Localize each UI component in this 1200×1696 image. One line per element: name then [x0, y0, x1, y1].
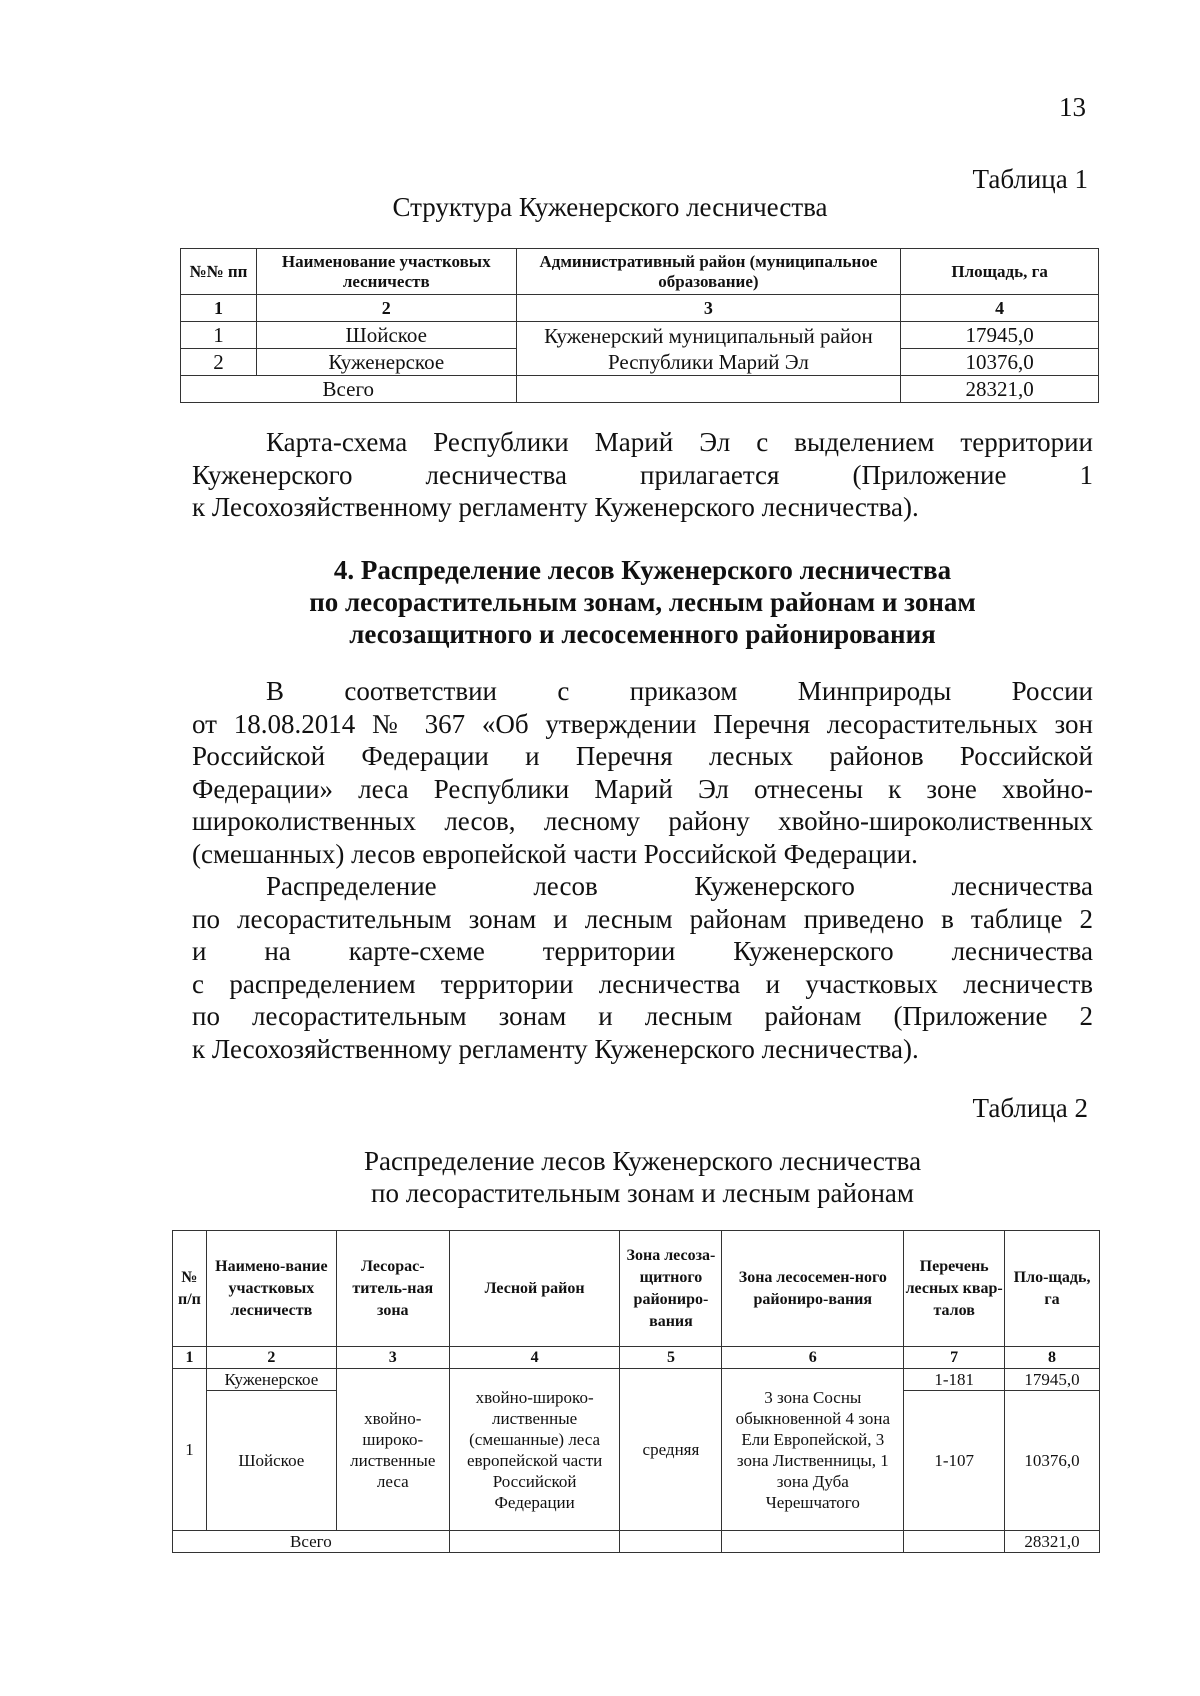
paragraph-line: Федерации» леса Республики Марий Эл отнесены к зоне хвойно- — [192, 773, 1093, 804]
paragraph-regulation — [192, 675, 1093, 870]
forestry-name: Шойское — [256, 322, 516, 349]
paragraph-line: по лесорастительным зонам и лесным районам приведено в таблице 2 — [192, 903, 1093, 934]
total-label: Всего — [173, 1531, 450, 1553]
table-2 — [172, 1230, 1100, 1553]
heading-line: по лесорастительным зонам, лесным районам и зонам — [309, 587, 976, 617]
protection-zone-cell: средняя — [620, 1369, 722, 1531]
map-paragraph — [192, 426, 1093, 524]
paragraph-line: Карта-схема Республики Марий Эл с выделением территории — [266, 427, 1093, 457]
empty-cell — [516, 376, 901, 403]
column-number-row — [173, 1347, 1100, 1369]
column-number: 6 — [722, 1347, 904, 1369]
column-number: 5 — [620, 1347, 722, 1369]
table-1-caption: Структура Куженерского лесничества — [392, 192, 828, 222]
empty-cell — [722, 1531, 904, 1553]
heading-line: лесозащитного и лесосеменного районирования — [349, 619, 936, 649]
area-cell: 10376,0 — [901, 349, 1099, 376]
table-2-caption — [192, 1145, 1093, 1209]
table-row — [173, 1369, 1100, 1391]
quarters-cell: 1-181 — [904, 1369, 1005, 1391]
table-1 — [180, 248, 1099, 403]
forestry-name: Куженерское — [206, 1369, 336, 1391]
column-number: 2 — [206, 1347, 336, 1369]
column-number: 3 — [516, 295, 901, 322]
table-header-cell: Наименование участковых лесничеств — [256, 249, 516, 295]
table-header-cell: Пло-щадь, га — [1005, 1231, 1100, 1347]
table-1-label: Таблица 1 — [972, 164, 1088, 194]
table-header-cell: Перечень лесных квар-талов — [904, 1231, 1005, 1347]
table-header-cell: Административный район (муниципальное образование) — [516, 249, 901, 295]
row-number: 1 — [173, 1369, 207, 1531]
column-number: 8 — [1005, 1347, 1100, 1369]
column-number: 1 — [181, 295, 257, 322]
total-area: 28321,0 — [1005, 1531, 1100, 1553]
empty-cell — [449, 1531, 620, 1553]
quarters-cell: 1-107 — [904, 1391, 1005, 1531]
section-heading — [192, 554, 1093, 650]
column-number: 1 — [173, 1347, 207, 1369]
paragraph-line: с распределением территории лесничества и участковых лесничеств — [192, 968, 1093, 999]
paragraph-line: Российской Федерации и Перечня лесных районов Российской — [192, 741, 1093, 771]
table-header-cell: Наимено-вание участковых лесничеств — [206, 1231, 336, 1347]
column-number: 7 — [904, 1347, 1005, 1369]
column-number: 2 — [256, 295, 516, 322]
empty-cell — [904, 1531, 1005, 1553]
table-header-row — [173, 1231, 1100, 1347]
table-header-cell: Зона лесосемен-ного райониро-вания — [722, 1231, 904, 1347]
total-label: Всего — [181, 376, 517, 403]
forestry-name: Шойское — [206, 1391, 336, 1531]
row-number: 2 — [181, 349, 257, 376]
empty-cell — [620, 1531, 722, 1553]
column-number: 4 — [901, 295, 1099, 322]
paragraph-line: (смешанных) лесов европейской части Российской Федерации. — [192, 838, 918, 869]
paragraph-line: В соответствии с приказом Минприроды России — [266, 676, 1093, 706]
forestry-name: Куженерское — [256, 349, 516, 376]
seed-zone-cell: 3 зона Сосны обыкновенной 4 зона Ели Европейской, 3 зона Лиственницы, 1 зона Дуба Черешчатого — [722, 1369, 904, 1531]
paragraph-line: широколиственных лесов, лесному району хвойно-широколиственных — [192, 806, 1093, 836]
caption-line: по лесорастительным зонам и лесным районам — [371, 1178, 914, 1208]
row-number: 1 — [181, 322, 257, 349]
table-header-cell: № п/п — [173, 1231, 207, 1347]
area-cell: 17945,0 — [901, 322, 1099, 349]
paragraph-line: и на карте-схеме территории Куженерского лесничества — [192, 936, 1093, 966]
paragraph-distribution — [192, 870, 1093, 1065]
paragraph-line: к Лесохозяйственному регламенту Куженерского лесничества). — [192, 1033, 919, 1064]
table-header-row — [181, 249, 1099, 295]
column-number: 3 — [336, 1347, 449, 1369]
area-cell: 10376,0 — [1005, 1391, 1100, 1531]
table-header-cell: Лесной район — [449, 1231, 620, 1347]
forest-district-cell: хвойно-широко-лиственные (смешанные) леса европейской части Российской Федерации — [449, 1369, 620, 1531]
paragraph-line: к Лесохозяйственному регламенту Куженерского лесничества). — [192, 492, 919, 522]
paragraph-line: Распределение лесов Куженерского лесничества — [266, 871, 1093, 901]
table-header-cell: Зона лесоза-щитного райониро-вания — [620, 1231, 722, 1347]
paragraph-line: от 18.08.2014 № 367 «Об утверждении Перечня лесорастительных зон — [192, 708, 1093, 739]
caption-line: Распределение лесов Куженерского лесничества — [363, 1146, 922, 1176]
paragraph-line: Куженерского лесничества прилагается (Приложение 1 — [192, 459, 1093, 490]
table-header-cell: Площадь, га — [901, 249, 1099, 295]
column-number: 4 — [449, 1347, 620, 1369]
area-cell: 17945,0 — [1005, 1369, 1100, 1391]
total-area: 28321,0 — [901, 376, 1099, 403]
district-cell: Куженерский муниципальный район Республики Марий Эл — [516, 322, 901, 376]
heading-line: 4. Распределение лесов Куженерского лесничества — [333, 555, 952, 585]
paragraph-line: по лесорастительным зонам и лесным районам (Приложение 2 — [192, 1001, 1093, 1031]
table-header-cell: Лесорас-титель-ная зона — [336, 1231, 449, 1347]
table-header-cell: №№ пп — [181, 249, 257, 295]
total-row — [173, 1531, 1100, 1553]
page-number: 13 — [1059, 92, 1086, 122]
total-row — [181, 376, 1099, 403]
forest-zone-cell: хвойно-широко-лиственные леса — [336, 1369, 449, 1531]
table-row — [181, 322, 1099, 349]
table-2-label: Таблица 2 — [972, 1093, 1088, 1123]
column-number-row — [181, 295, 1099, 322]
